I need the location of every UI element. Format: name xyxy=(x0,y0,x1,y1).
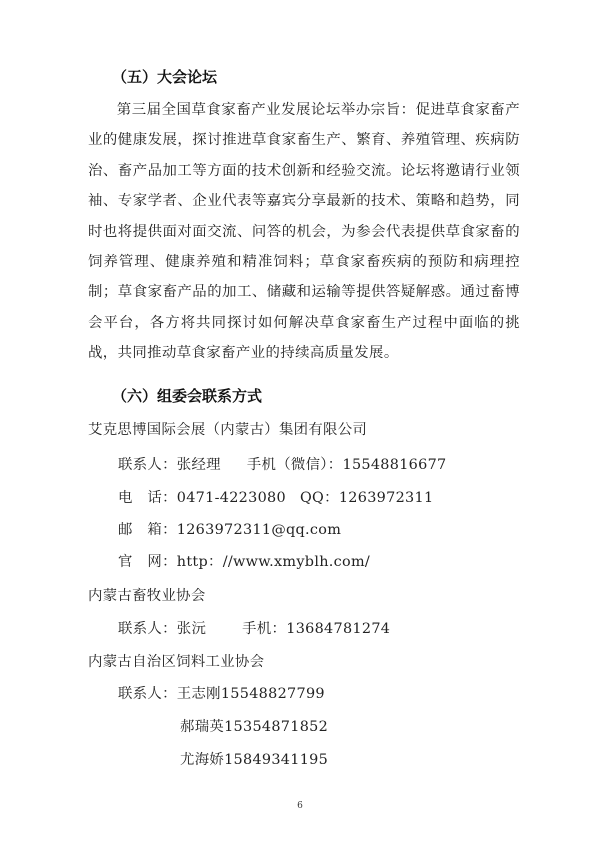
section-6-heading: （六）组委会联系方式 xyxy=(112,387,263,405)
org1-name: 艾克思博国际会展（内蒙古）集团有限公司 xyxy=(88,422,368,438)
org1-contact-line xyxy=(118,453,447,474)
org2-phone: 13684781274 xyxy=(286,621,391,637)
org3-contact-label: 联系人： xyxy=(118,686,177,702)
org1-tel-line xyxy=(118,486,433,507)
org1-website-link[interactable]: http：//www.xmyblh.com/ xyxy=(176,554,371,570)
org1-phone: 15548816677 xyxy=(342,457,447,473)
org1-tel: 0471-4223080 xyxy=(176,490,286,506)
org1-web-line xyxy=(118,550,370,571)
org1-phone-label: 手机（微信）： xyxy=(246,457,343,473)
section-5-heading: （五）大会论坛 xyxy=(112,68,218,86)
org3-contact-3: 尤海娇15849341195 xyxy=(180,752,329,768)
org2-contact-name: 张沅 xyxy=(176,621,207,637)
org2-phone-label: 手机： xyxy=(242,621,287,637)
org3-contact-2: 郝瑞英15354871852 xyxy=(180,719,329,735)
org3-name: 内蒙古自治区饲料工业协会 xyxy=(88,654,265,670)
org1-qq-label: QQ： xyxy=(299,490,339,506)
section-5-paragraph: 第三届全国草食家畜产业发展论坛举办宗旨：促进草食家畜产业的健康发展，探讨推进草食家畜生产、繁育、养殖管理、疾病防治、畜产品加工等方面的技术创新和经验交流。论坛将邀请行业领袖、专家学者、企业代表等嘉宾分享最新的技术、策略和趋势，同时也将提供面对面交流、问答的机会，为参会代表提供草食家畜的饲养管理、健康养殖和精准饲料；草食家畜疾病的预防和病理控制；草食家畜产品的加工、储藏和运输等提供答疑解惑。通过畜博会平台，各方将共同探讨如何解决草食家畜生产过程中面临的挑战，共同推动草食家畜产业的持续高质量发展。 xyxy=(88,102,520,362)
org3-contact-line xyxy=(118,682,325,703)
org1-email-line xyxy=(118,518,341,539)
org1-contact-name: 张经理 xyxy=(176,457,221,473)
org2-contact-line xyxy=(118,617,390,638)
org1-tel-label: 电 话： xyxy=(118,490,177,506)
org1-contact-label: 联系人： xyxy=(118,457,177,473)
page-number: 6 xyxy=(297,801,303,811)
org2-contact-label: 联系人： xyxy=(118,621,177,637)
org3-contact-1: 王志刚15548827799 xyxy=(176,686,325,702)
org1-email[interactable]: 1263972311@qq.com xyxy=(176,522,342,538)
org1-email-label: 邮 箱： xyxy=(118,522,177,538)
org1-qq: 1263972311 xyxy=(338,490,434,506)
org1-web-label: 官 网： xyxy=(118,554,177,570)
org2-name: 内蒙古畜牧业协会 xyxy=(88,588,206,604)
